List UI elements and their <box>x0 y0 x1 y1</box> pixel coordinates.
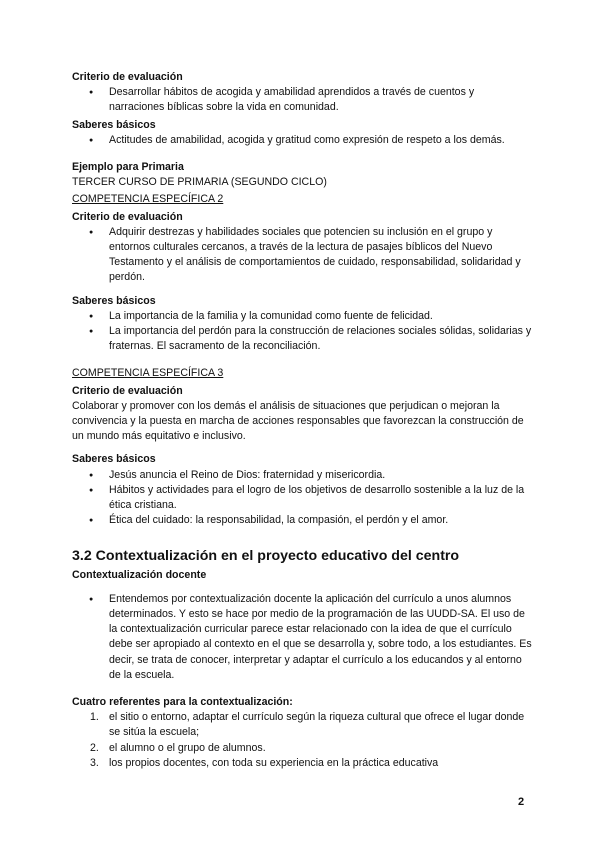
competencia-2-heading: COMPETENCIA ESPECÍFICA 2 <box>72 193 224 206</box>
list-item: ● La importancia del perdón para la construcción de relaciones sociales sólidas, solidarias y fraternas. El sacramento de la reconciliación. <box>72 324 532 354</box>
comp3-saberes-list <box>72 468 532 529</box>
item-text: el alumno o el grupo de alumnos. <box>109 741 266 754</box>
intro-saberes-title: Saberes básicos <box>72 118 156 131</box>
list-item: ● Actitudes de amabilidad, acogida y gratitud como expresión de respeto a los demás. <box>72 133 532 148</box>
comp3-criterio-title: Criterio de evaluación <box>72 384 183 397</box>
comp3-criterio-text: Colaborar y promover con los demás el análisis de situaciones que perjudican o mejoran la convivencia y la puesta en marcha de acciones responsables que favorezcan la construcción de un mundo más equitativo e inclusivo. <box>72 399 524 443</box>
item-number: 2. <box>90 741 99 754</box>
list-item: ● Adquirir destrezas y habilidades sociales que potencien su inclusión en el grupo y entornos culturales cercanos, a través de la lectura de pasajes bíblicos del Nuevo Testamento y el análisis de comportamientos de cuidado, responsabilidad, solidaridad y perdón. <box>72 225 532 286</box>
item-text: el sitio o entorno, adaptar el currículo según la riqueza cultural que ofrece el lugar donde se sitúa la escuela; <box>109 711 525 739</box>
comp2-criterio-title: Criterio de evaluación <box>72 210 183 223</box>
numbered-item <box>72 741 532 756</box>
referentes-title: Cuatro referentes para la contextualización: <box>72 695 293 708</box>
page-number: 2 <box>518 796 525 808</box>
contextualizacion-docente-title: Contextualización docente <box>72 569 207 582</box>
primaria-title: Ejemplo para Primaria <box>72 161 184 174</box>
list-item: ● La importancia de la familia y la comunidad como fuente de felicidad. <box>72 309 532 324</box>
intro-criterio-title: Criterio de evaluación <box>72 71 183 83</box>
list-item: ● Ética del cuidado: la responsabilidad, la compasión, el perdón y el amor. <box>72 513 532 528</box>
comp2-saberes-list <box>72 309 532 355</box>
list-item: ● Entendemos por contextualización docente la aplicación del currículo a unos alumnos determinados. Y esto se hace por medio de la programación de las UUDD-SA. El uso de la contextualización curricular parece estar relacionado con la idea de que el currículo debe ser apropiado al contexto en el que se desarrolla y, sobre todo, a los estudiantes. Es decir, se trata de conocer, interpretar y adaptar el currículo a los educandos y al entorno de la escuela. <box>72 592 532 683</box>
section-heading: 3.2 Contextualización en el proyecto educativo del centro <box>72 548 460 565</box>
list-item: ● Jesús anuncia el Reino de Dios: fraternidad y misericordia. <box>72 468 532 483</box>
contextualizacion-list <box>72 592 532 683</box>
numbered-item <box>72 710 532 740</box>
intro-saberes-list <box>72 133 532 148</box>
item-number: 3. <box>90 756 99 769</box>
list-item: ● Desarrollar hábitos de acogida y amabilidad aprendidos a través de cuentos y narraciones bíblicas sobre la vida en comunidad. <box>72 85 532 115</box>
item-text: los propios docentes, con toda su experiencia en la práctica educativa <box>109 756 439 769</box>
primaria-subtitle: TERCER CURSO DE PRIMARIA (SEGUNDO CICLO) <box>72 176 327 189</box>
competencia-3-heading: COMPETENCIA ESPECÍFICA 3 <box>72 367 224 380</box>
comp3-saberes-title: Saberes básicos <box>72 453 156 466</box>
item-number: 1. <box>90 711 99 724</box>
numbered-item <box>72 756 532 771</box>
comp2-criterio-list <box>72 225 532 286</box>
document-page <box>72 70 532 771</box>
referentes-list <box>72 710 532 771</box>
comp2-saberes-title: Saberes básicos <box>72 294 156 307</box>
list-item: ● Hábitos y actividades para el logro de los objetivos de desarrollo sostenible a la luz de la ética cristiana. <box>72 483 532 513</box>
intro-criterio-list <box>72 85 532 115</box>
